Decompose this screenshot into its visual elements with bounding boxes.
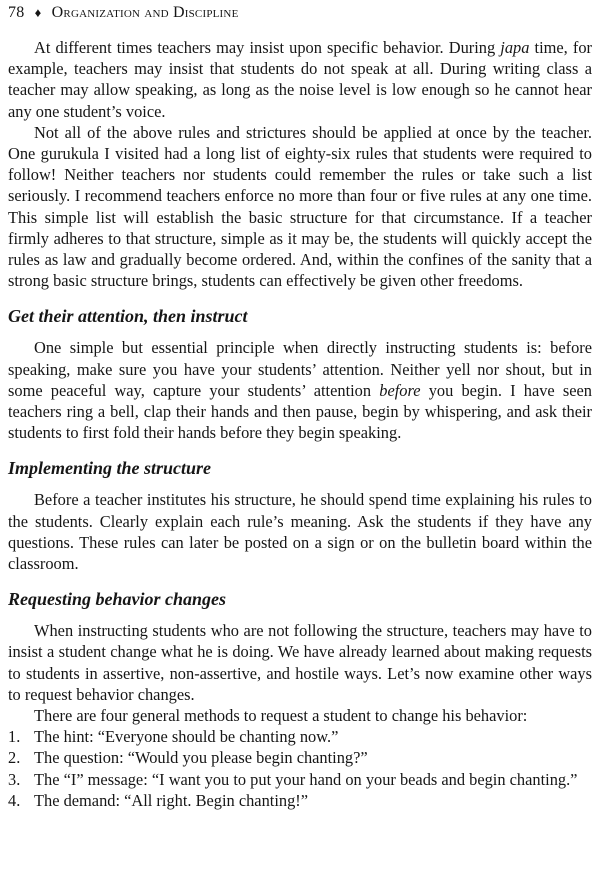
running-header xyxy=(8,3,239,23)
list-text: The question: “Would you please begin chanting?” xyxy=(34,748,368,768)
emphasis-japa: japa xyxy=(500,38,530,57)
page-body xyxy=(8,37,592,811)
list-item xyxy=(8,769,592,790)
list-number: 3. xyxy=(8,769,21,789)
paragraph-5: When instructing students who are not following the structure, teachers may have to insist a student change what he is doing. We have already learned about making requests to students in assertive, non-assertive, and hostile ways. Let’s now examine other ways to request behavior changes. xyxy=(8,621,592,704)
list-text: The “I” message: “I want you to put your hand on your beads and begin chanting.” xyxy=(34,769,578,789)
list-item xyxy=(8,790,592,811)
list-item xyxy=(8,726,592,747)
list-text: The demand: “All right. Begin chanting!” xyxy=(34,790,309,810)
paragraph-4: Before a teacher institutes his structure, he should spend time explaining his rules to the students. Clearly explain each rule’s meaning. Ask the students if they have any questions. These rules can later be posted on a sign or on the bulletin board within the classroom. xyxy=(8,490,592,574)
list-number: 4. xyxy=(8,790,21,810)
paragraph-2: Not all of the above rules and strictures should be applied at once by the teacher. One gurukula I visited had a long list of eighty-six rules that students were required to follow! Neither teachers nor students could remember the rules or take such a list seriously. I recommend teachers enforce no more than four or five rules at any one time. This simple list will establish the basic structure for that circumstance. If a teacher firmly adheres to that structure, simple as it may be, the students will quickly accept the rules as law and gradually become ordered. And, within the confines of the sanity that a strong basic structure brings, students can effectively be given other freedoms. xyxy=(8,122,592,291)
emphasis-before: before xyxy=(379,380,421,400)
section-heading-requesting: Requesting behavior changes xyxy=(8,589,227,610)
section-heading-implementing: Implementing the structure xyxy=(8,458,212,479)
section-heading-attention: Get their attention, then instruct xyxy=(8,306,248,327)
paragraph-6: There are four general methods to request a student to change his behavior: xyxy=(34,706,528,726)
page-number: 78 xyxy=(8,4,25,21)
paragraph-3: One simple but essential principle when directly instructing students is: before speaking, make sure you have your students’ attention. Neither yell nor shout, but in some peaceful way, capture your students’ attention before you begin. I have seen teachers ring a bell, clap their hands and then pause, begin by whispering, and ask their students to first fold their hands before they begin speaking. xyxy=(8,338,593,443)
methods-list xyxy=(8,726,592,811)
running-title: Organization and Discipline xyxy=(51,4,239,21)
list-text: The hint: “Everyone should be chanting now.” xyxy=(34,727,339,747)
list-number: 2. xyxy=(8,748,21,768)
paragraph-1: At different times teachers may insist upon specific behavior. During japa time, for example, teachers may insist that students do not speak at all. During writing class a teacher may allow speaking, as long as the noise level is low enough so he cannot hear any one student’s voice. xyxy=(8,38,592,121)
diamond-ornament-icon: ♦ xyxy=(34,5,42,20)
list-number: 1. xyxy=(8,727,21,747)
list-item xyxy=(8,747,592,768)
